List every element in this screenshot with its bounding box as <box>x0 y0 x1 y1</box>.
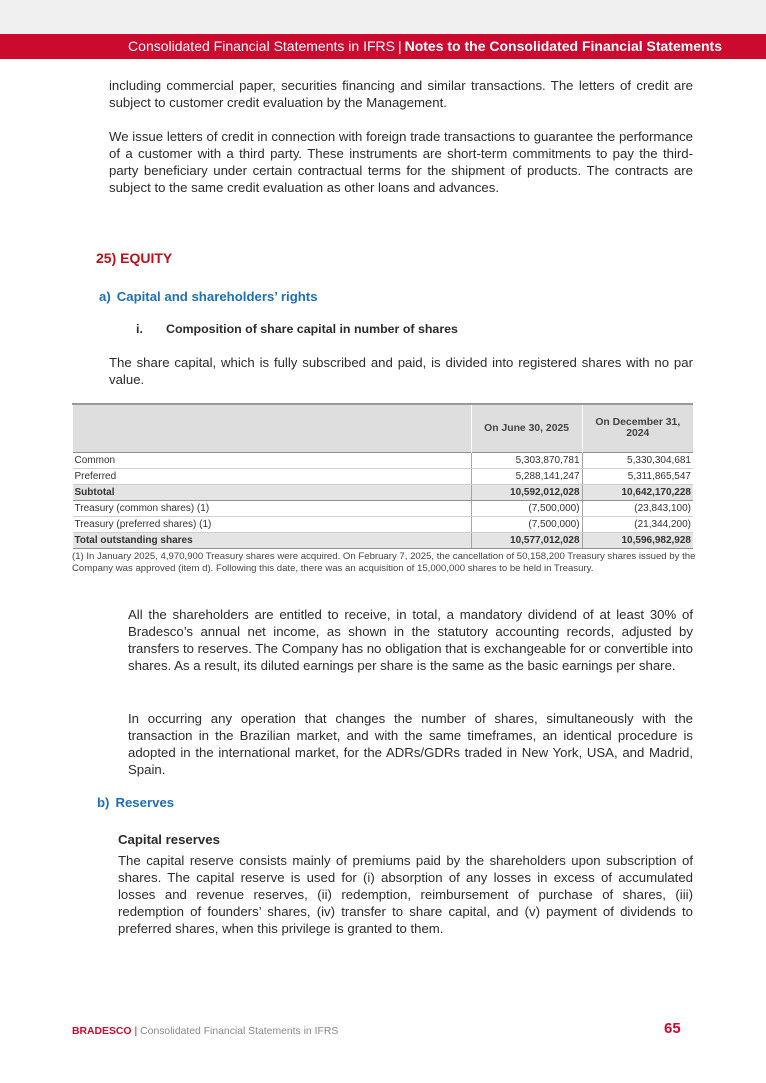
heading-capital-reserves: Capital reserves <box>118 832 220 847</box>
row-label: Total outstanding shares <box>73 532 472 548</box>
table-row <box>73 452 694 468</box>
table-header-june-2025: On June 30, 2025 <box>471 404 582 452</box>
paragraph-dividends: All the shareholders are entitled to receive, in total, a mandatory dividend of at least 30% of Bradesco’s annual net income, as shown in the statutory accounting records, adjusted by transfers to reserves. The Company has no obligation that is exchangeable for or convertible into shares. As a result, its diluted earnings per share is the same as the basic earnings per share. <box>128 607 693 674</box>
row-value-december: 5,311,865,547 <box>582 468 693 484</box>
subheading-capital-rights <box>99 289 318 304</box>
subheading-reserves <box>97 795 174 810</box>
header-doc-title: Consolidated Financial Statements in IFRS <box>128 38 395 54</box>
table-row <box>73 500 694 516</box>
subheading-label: i. <box>136 322 143 336</box>
row-label: Treasury (common shares) (1) <box>73 500 472 516</box>
row-value-june: (7,500,000) <box>471 500 582 516</box>
table-row <box>73 516 694 532</box>
row-label: Common <box>73 452 472 468</box>
paragraph-capital-reserves: The capital reserve consists mainly of premiums paid by the shareholders upon subscription of shares. The capital reserve is used for (i) absorption of any losses in excess of accumulated losses and revenue reserves, (ii) redemption, reimbursement of purchase of shares, (iii) redemption of founders’ shares, (iv) transfer to share capital, and (v) payment of dividends to preferred shares, when this privilege is granted to them. <box>118 853 693 937</box>
subheading-text: Capital and shareholders’ rights <box>116 289 318 304</box>
table-row-total <box>73 532 694 548</box>
row-value-december: 10,642,170,228 <box>582 484 693 500</box>
table-header-row <box>73 404 694 452</box>
footer-doc-title: Consolidated Financial Statements in IFRS <box>140 1026 339 1037</box>
row-label: Treasury (preferred shares) (1) <box>73 516 472 532</box>
row-label: Subtotal <box>73 484 472 500</box>
header-separator: | <box>397 38 402 54</box>
subheading-share-composition <box>136 322 458 336</box>
row-value-june: 10,577,012,028 <box>471 532 582 548</box>
subheading-label: a) <box>99 289 111 304</box>
table-row <box>73 468 694 484</box>
footer-brand: BRADESCO <box>72 1026 132 1037</box>
row-value-june: 5,303,870,781 <box>471 452 582 468</box>
header-section-title: Notes to the Consolidated Financial Statements <box>404 38 722 54</box>
footer-separator: | <box>134 1026 138 1037</box>
top-band <box>0 0 766 34</box>
row-value-june: (7,500,000) <box>471 516 582 532</box>
row-value-june: 10,592,012,028 <box>471 484 582 500</box>
subheading-text: Reserves <box>115 795 175 810</box>
row-value-december: (21,344,200) <box>582 516 693 532</box>
table-header-label <box>73 404 472 452</box>
page-number: 65 <box>664 1020 681 1037</box>
row-value-december: 10,596,982,928 <box>582 532 693 548</box>
row-label: Preferred <box>73 468 472 484</box>
paragraph-letters-of-credit-intro: including commercial paper, securities financing and similar transactions. The letters of credit are subject to customer credit evaluation by the Management. <box>109 78 693 111</box>
section-heading-equity: 25) EQUITY <box>96 250 173 266</box>
row-value-june: 5,288,141,247 <box>471 468 582 484</box>
paragraph-letters-of-credit: We issue letters of credit in connection with foreign trade transactions to guarantee the performance of a customer with a third party. These instruments are short-term commitments to pay the third-party beneficiary under certain contractual terms for the shipment of products. The contracts are subject to the same credit evaluation as other loans and advances. <box>109 129 693 196</box>
row-value-december: (23,843,100) <box>582 500 693 516</box>
subheading-label: b) <box>97 795 110 810</box>
paragraph-adr-gdr: In occurring any operation that changes the number of shares, simultaneously with the transaction in the Brazilian market, and with the same timeframes, an identical procedure is adopted in the international market, for the ADRs/GDRs traded in New York, USA, and Madrid, Spain. <box>128 711 693 778</box>
table-footnote: (1) In January 2025, 4,970,900 Treasury shares were acquired. On February 7, 2025, the cancellation of 50,158,200 Treasury shares issued by the Company was approved (item d). Following this date, there was an acquisition of 15,000,000 shares to be held in Treasury. <box>72 551 696 575</box>
row-value-december: 5,330,304,681 <box>582 452 693 468</box>
header-bar <box>0 34 766 59</box>
paragraph-share-capital: The share capital, which is fully subscribed and paid, is divided into registered shares with no par value. <box>109 355 693 388</box>
table-header-december-2024: On December 31, 2024 <box>582 404 693 452</box>
table-row-subtotal <box>73 484 694 500</box>
share-capital-table <box>72 403 693 549</box>
footer <box>72 1026 338 1037</box>
subheading-text: Composition of share capital in number of shares <box>166 322 458 336</box>
